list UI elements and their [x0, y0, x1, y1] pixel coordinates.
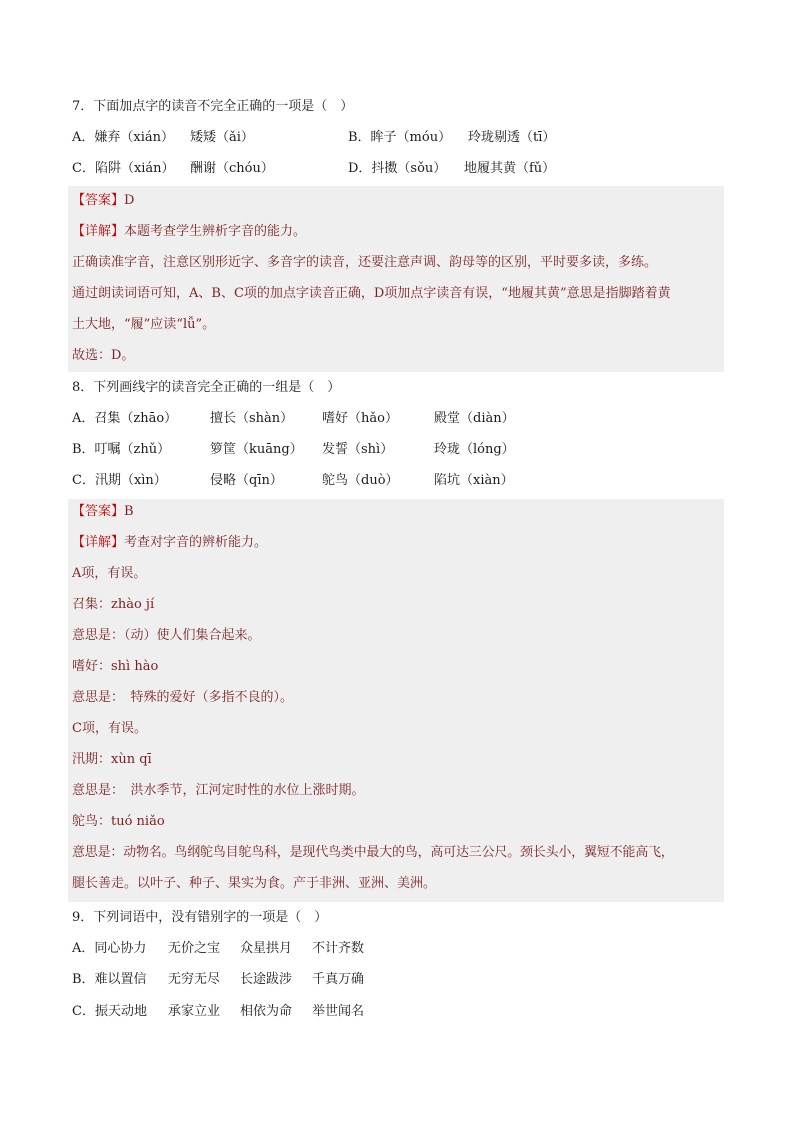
q8-answer-block — [68, 499, 724, 902]
q7-answer-line — [72, 190, 724, 212]
q8-detail-line-11: 腿长善走。以叶子、种子、果实为食。产于非洲、亚洲、美洲。 — [72, 876, 437, 891]
q8-stem: 8．下列画线字的读音完全正确的一组是（ ） — [72, 380, 341, 395]
q8-option-c-1: C．汛期（xìn） — [72, 473, 167, 488]
q8-detail-line-3: 意思是：（动）使人们集合起来。 — [72, 628, 261, 643]
q7-answer-tag: 【答案】 — [72, 193, 125, 208]
q8-detail-line-1: A项，有误。 — [72, 566, 147, 581]
q9-option-a-1: A．同心协力 — [72, 941, 147, 956]
q8-answer-line — [72, 501, 724, 523]
q7-detail-line-2: 正确读准字音，注意区别形近字、多音字的读音，还要注意声调、韵母等的区别，平时要多读，多练。 — [72, 255, 658, 270]
q8-option-b-3: 发誓（shì） — [322, 442, 394, 457]
q8-option-row-3 — [72, 470, 734, 492]
q8-option-a-1: A．召集（zhāo） — [72, 411, 178, 426]
q8-detail-line-2: 召集：zhào jí — [72, 597, 155, 612]
q7-detail-line-5: 故选：D。 — [72, 348, 135, 363]
q7-option-c-word2: 酬谢（chóu） — [190, 161, 274, 176]
q8-detail-tag: 【详解】 — [72, 535, 125, 550]
q9-option-c-2: 承家立业 — [168, 1004, 221, 1019]
q8-detail-line-7: 汛期：xùn qī — [72, 752, 152, 767]
q9-stem: 9．下列词语中，没有错别字的一项是（ ） — [72, 910, 328, 925]
q7-detail-line-1 — [72, 221, 724, 243]
q8-option-b-4: 玲珑（lóng） — [434, 442, 515, 457]
q7-answer-value: D — [124, 193, 135, 208]
q8-detail-line-8: 意思是： 洪水季节，江河定时性的水位上涨时期。 — [72, 783, 365, 798]
q7-option-b: B．眸子（móu） — [348, 130, 452, 145]
q7-option-a-word2: 矮矮（ǎi） — [190, 130, 254, 145]
q8-option-c-2: 侵略（qīn） — [210, 473, 283, 488]
q8-option-a-3: 嗜好（hǎo） — [322, 411, 398, 426]
q7-option-b-word2: 玲珑剔透（tī） — [468, 130, 556, 145]
q8-detail-line-4: 嗜好：shì hào — [72, 659, 159, 674]
q8-detail-line-10: 意思是：动物名。鸟纲鸵鸟目鸵鸟科，是现代鸟类中最大的鸟，高可达三公尺。颈长头小，翼短不能高飞， — [72, 845, 674, 860]
q7-option-row-1 — [72, 127, 734, 149]
q8-option-row-1 — [72, 408, 734, 430]
q8-option-c-4: 陷坑（xiàn） — [434, 473, 514, 488]
q7-option-a: A．嫌弃（xián） — [72, 130, 175, 145]
q7-detail-text-1: 本题考查学生辨析字音的能力。 — [124, 224, 307, 239]
q8-detail-head: 考查对字音的辨析能力。 — [124, 535, 268, 550]
q8-detail-line-6: C项，有误。 — [72, 721, 147, 736]
q7-detail-tag: 【详解】 — [72, 224, 125, 239]
q7-option-d: D．抖擞（sǒu） — [348, 161, 447, 176]
q9-option-b-1: B．难以置信 — [72, 972, 147, 987]
q7-detail-line-4: 土大地，“履”应读“lǚ”。 — [72, 317, 216, 332]
q9-option-c-4: 举世闻名 — [312, 1004, 365, 1019]
q8-answer-tag: 【答案】 — [72, 504, 125, 519]
q9-option-a-3: 众星拱月 — [240, 941, 293, 956]
q8-option-c-3: 鸵鸟（duò） — [322, 473, 399, 488]
q9-option-c-1: C．振天动地 — [72, 1004, 147, 1019]
q8-option-row-2 — [72, 439, 734, 461]
q9-option-b-4: 千真万确 — [312, 972, 365, 987]
q8-answer-value: B — [124, 504, 134, 519]
q7-option-c: C．陷阱（xián） — [72, 161, 175, 176]
q9-option-b-3: 长途跋涉 — [240, 972, 293, 987]
q9-option-row-3 — [72, 1001, 734, 1023]
q8-option-b-2: 箩筐（kuāng） — [210, 442, 303, 457]
q7-answer-block — [68, 186, 724, 372]
q9-option-b-2: 无穷无尽 — [168, 972, 221, 987]
q9-option-c-3: 相依为命 — [240, 1004, 293, 1019]
q7-detail-line-3: 通过朗读词语可知，A、B、C项的加点字读音正确，D项加点字读音有误，“地履其黄”意思是指脚踏着黄 — [72, 286, 671, 301]
q9-option-a-2: 无价之宝 — [168, 941, 221, 956]
q8-detail-line-head — [72, 532, 724, 554]
q9-option-row-2 — [72, 969, 734, 991]
q7-option-d-word2: 地履其黄（fǔ） — [464, 161, 556, 176]
q7-option-row-2 — [72, 158, 734, 180]
q7-stem: 7．下面加点字的读音不完全正确的一项是（ ） — [72, 99, 354, 114]
q8-option-b-1: B．叮嘱（zhǔ） — [72, 442, 171, 457]
q9-option-row-1 — [72, 938, 734, 960]
q8-option-a-2: 擅长（shàn） — [210, 411, 294, 426]
q8-detail-line-9: 鸵鸟：tuó niǎo — [72, 814, 165, 829]
q8-detail-line-5: 意思是： 特殊的爱好（多指不良的）。 — [72, 690, 294, 705]
q8-option-a-4: 殿堂（diàn） — [434, 411, 515, 426]
q9-option-a-4: 不计齐数 — [312, 941, 365, 956]
